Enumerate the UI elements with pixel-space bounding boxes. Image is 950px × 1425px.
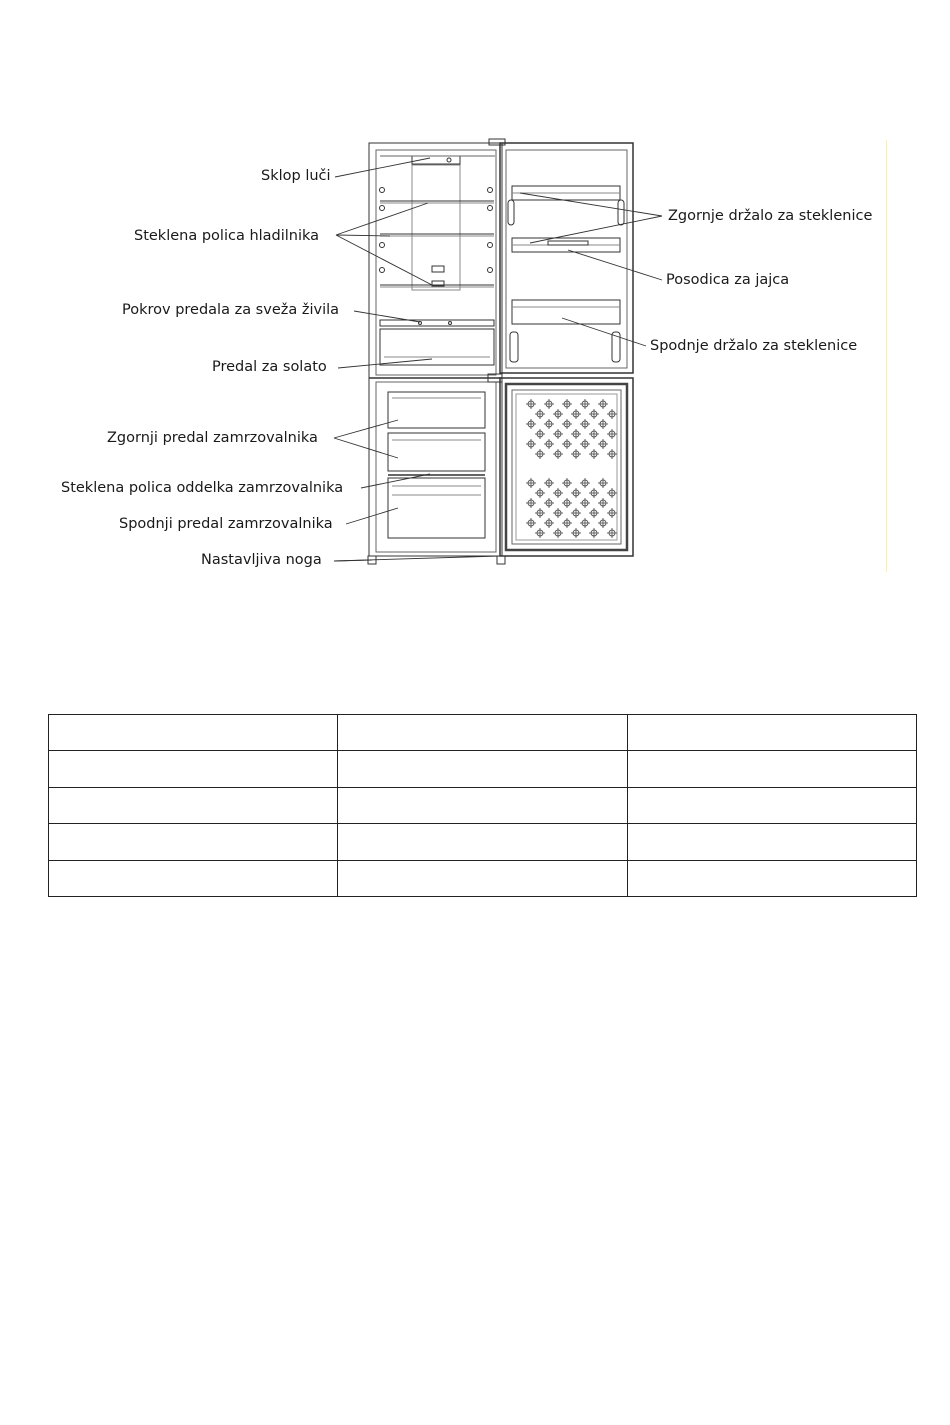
table-cell — [627, 860, 916, 896]
door-dimple — [589, 488, 599, 498]
door-dimple — [589, 528, 599, 538]
label-lower-freezer-drawer: Spodnji predal zamrzovalnika — [119, 516, 333, 532]
door-dimple — [562, 399, 572, 409]
table-cell — [627, 787, 916, 823]
freezer-door — [500, 378, 633, 556]
door-dimple — [535, 528, 545, 538]
label-lower-bottle-holder: Spodnje držalo za steklenice — [650, 338, 858, 354]
door-dimple — [562, 498, 572, 508]
door-dimple — [535, 449, 545, 459]
door-dimple — [544, 518, 554, 528]
door-dimple — [544, 478, 554, 488]
door-dimple — [607, 488, 617, 498]
lower-bottle-holder — [512, 300, 620, 324]
door-dimple — [562, 518, 572, 528]
door-dimple — [544, 439, 554, 449]
table-cell — [627, 751, 916, 787]
door-dimple — [607, 429, 617, 439]
door-dimple — [580, 518, 590, 528]
door-dimple — [607, 528, 617, 538]
label-light-assembly: Sklop luči — [261, 168, 331, 184]
table-row — [49, 715, 917, 751]
door-dimple — [571, 528, 581, 538]
door-dimple — [535, 508, 545, 518]
label-upper-bottle-holder: Zgornje držalo za steklenice — [668, 208, 873, 224]
door-dimple — [589, 409, 599, 419]
door-dimple — [526, 399, 536, 409]
label-upper-freezer-drawer: Zgornji predal zamrzovalnika — [107, 430, 318, 446]
door-dimple — [553, 449, 563, 459]
door-dimple — [580, 478, 590, 488]
door-dimple — [526, 518, 536, 528]
door-dimple — [535, 488, 545, 498]
door-dimple — [562, 478, 572, 488]
door-dimple — [535, 409, 545, 419]
crisper-cover — [380, 320, 494, 326]
door-dimple — [553, 409, 563, 419]
table-row — [49, 751, 917, 787]
door-dimple — [571, 409, 581, 419]
empty-table — [48, 714, 917, 897]
table-cell — [338, 715, 627, 751]
door-dimple — [589, 508, 599, 518]
label-salad-drawer: Predal za solato — [212, 359, 327, 375]
door-dimple — [589, 449, 599, 459]
door-dimple — [526, 498, 536, 508]
lower-freezer-drawer — [388, 478, 485, 538]
door-dimple — [580, 399, 590, 409]
door-dimple — [562, 419, 572, 429]
label-fridge-glass-shelf: Steklena polica hladilnika — [134, 228, 320, 244]
door-dimple — [598, 478, 608, 488]
table-cell — [338, 787, 627, 823]
table-cell — [49, 824, 338, 860]
fridge-diagram — [0, 0, 950, 600]
door-dimple — [589, 429, 599, 439]
door-dimple — [607, 409, 617, 419]
door-dimple — [580, 439, 590, 449]
table-cell — [338, 751, 627, 787]
door-dimple — [598, 498, 608, 508]
door-dimple — [598, 419, 608, 429]
door-dimple — [571, 488, 581, 498]
label-freezer-glass-shelf: Steklena polica oddelka zamrzovalnika — [61, 480, 344, 496]
table-cell — [627, 715, 916, 751]
label-egg-tray: Posodica za jajca — [666, 272, 790, 288]
door-dimple — [553, 488, 563, 498]
door-dimple — [607, 508, 617, 518]
table-cell — [338, 824, 627, 860]
door-dimple — [580, 498, 590, 508]
label-crisper-cover: Pokrov predala za sveža živila — [122, 302, 340, 318]
table-cell — [49, 787, 338, 823]
door-dimple — [598, 518, 608, 528]
door-dimple — [526, 419, 536, 429]
table-cell — [627, 824, 916, 860]
door-dimple — [526, 439, 536, 449]
table-cell — [49, 751, 338, 787]
door-dimple — [571, 508, 581, 518]
door-dimple — [571, 429, 581, 439]
door-dimple — [571, 449, 581, 459]
door-dimple — [598, 439, 608, 449]
door-dimple — [553, 508, 563, 518]
door-dimple — [544, 399, 554, 409]
door-dimple — [598, 399, 608, 409]
fridge-door — [500, 143, 633, 373]
table-cell — [49, 860, 338, 896]
upper-freezer-drawer — [388, 392, 485, 428]
door-dimple — [607, 449, 617, 459]
door-dimple — [562, 439, 572, 449]
door-dimple — [580, 419, 590, 429]
door-dimple — [553, 429, 563, 439]
door-dimple — [535, 429, 545, 439]
door-dimple — [526, 478, 536, 488]
table-row — [49, 787, 917, 823]
egg-tray — [548, 241, 588, 245]
fridge-drawing — [0, 0, 950, 600]
salad-drawer — [380, 329, 494, 365]
table-cell — [338, 860, 627, 896]
door-dimple — [544, 419, 554, 429]
cabinet-outline — [369, 143, 502, 556]
door-dimple — [544, 498, 554, 508]
door-dimple — [553, 528, 563, 538]
table-row — [49, 860, 917, 896]
label-adjustable-foot: Nastavljiva noga — [201, 552, 322, 568]
figure-edge-line — [886, 140, 887, 572]
table-cell — [49, 715, 338, 751]
table-row — [49, 824, 917, 860]
